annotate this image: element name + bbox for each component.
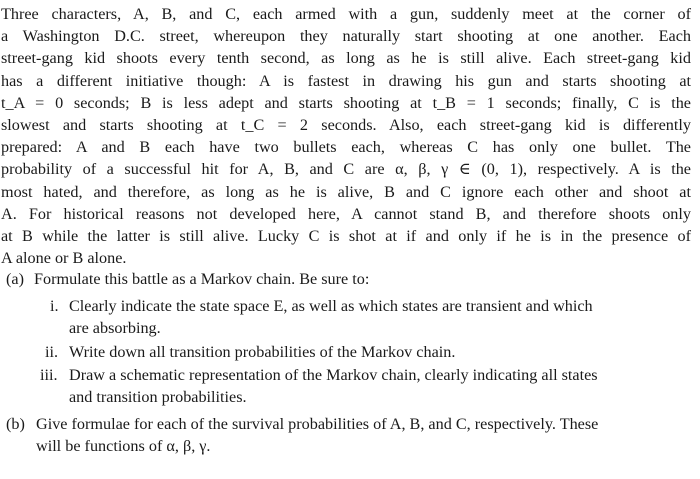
subitem-line: Write down all transition probabilities of the Markov chain. [69, 343, 456, 361]
statement-line: t_A = 0 seconds; B is less adept and starts shooting at t_B = 1 seconds; finally, C is the [1, 93, 691, 112]
problem-statement [1, 3, 691, 269]
statement-line: at B while the latter is still alive. Lucky C is shot at if and only if he is in the presence of [1, 227, 691, 246]
part-a-text: Formulate this battle as a Markov chain. Be sure to: [34, 270, 370, 288]
statement-line: prepared: A and B each have two bullets each, whereas C has only one bullet. The [1, 138, 691, 157]
statement-line: most hated, and therefore, as long as he is alive, B and C ignore each other and shoot at [1, 182, 691, 201]
statement-line: a Washington D.C. street, whereupon they naturally start shooting at one another. Each [1, 27, 691, 46]
statement-line: A alone or B alone. [1, 249, 127, 268]
subitem-label: ii. [45, 343, 59, 361]
statement-line: probability of a successful hit for A, B, and C are α, β, γ ∈ (0, 1), respectively. A is the [1, 160, 691, 179]
subitem-line: Draw a schematic representation of the Markov chain, clearly indicating all states [69, 366, 598, 384]
part-b-line: will be functions of α, β, γ. [36, 437, 211, 456]
part-b-line: Give formulae for each of the survival probabilities of A, B, and C, respectively. These [36, 415, 599, 433]
subitem-label: iii. [40, 366, 58, 384]
statement-line: A. For historical reasons not developed here, A cannot stand B, and therefore shoots only [1, 204, 691, 223]
statement-line: slowest and starts shooting at t_C = 2 seconds. Also, each street-gang kid is differently [1, 116, 691, 135]
part-a-label: (a) [6, 270, 24, 288]
statement-line: street-gang kid shoots every tenth second, as long as he is still alive. Each street-gang kid [1, 49, 691, 68]
part-b-label: (b) [6, 415, 25, 433]
statement-line: has a different initiative though: A is fastest in drawing his gun and starts shooting at [1, 71, 691, 90]
subitem-line: Clearly indicate the state space E, as well as which states are transient and which [69, 297, 593, 315]
statement-line: Three characters, A, B, and C, each armed with a gun, suddenly meet at the corner of [1, 5, 691, 23]
subitem-line: are absorbing. [69, 319, 161, 338]
subitem-line: and transition probabilities. [69, 388, 247, 407]
subitem-label: i. [50, 297, 59, 315]
